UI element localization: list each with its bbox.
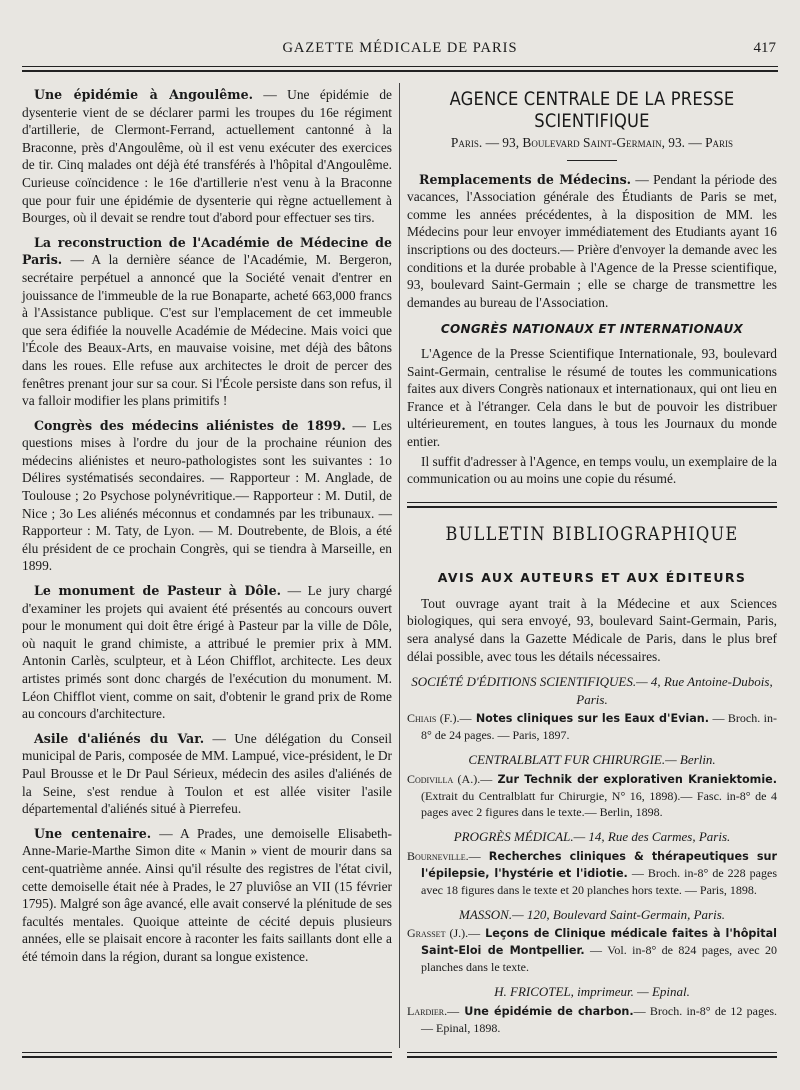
- bibliography-entry: [407, 848, 777, 898]
- article-centenaire: [22, 825, 392, 966]
- avis-text: Tout ouvrage ayant trait à la Médecine et aux Sciences biologiques, qui sera envoyé, 93, boulevard Saint-Germain, Paris, sera analysé dans la Gazette Médicale de Paris, dans le plus bref délai possible, avec tous les détails nécessaires.: [407, 595, 777, 664]
- entry-details: (Extrait du Centralblatt fur Chirurgie, N° 16, 1898).— Fasc. in-8° de 4 pages avec 2 figures dans le texte.— Berlin, 1898.: [421, 789, 777, 820]
- article-text: — Une épidémie de dysenterie vient de se déclarer parmi les troupes du 16e régiment d'artillerie, de Clermont-Ferrand, actuellement cantonné à la Braconne, près d'Angoulême, où il est venu exécuter des exercices de tir. Cinq malades ont déjà été transférés à l'hôpital d'Angoulême. Curieuse coïncidence : le 16e d'artillerie n'est venu à la Braconne que pour fuir une épidémie de dysenterie qui règne actuellement à Bourges, où il devait se rendre tout d'abord pour effectuer ses tirs.: [22, 87, 392, 226]
- article-heading: Asile d'aliénés du Var.: [34, 730, 205, 746]
- publisher-line: CENTRALBLATT FUR CHIRURGIE.— Berlin.: [468, 752, 716, 768]
- article-text: — Une délégation du Conseil municipal de Paris, composée de MM. Lampué, vice-président, le Dr Paul Brousse et le Dr Paul Sérieux, médecin des asiles d'aliénés de la Seine, s'est rendue à Toulon et est allée visiter l'asile départemental d'aliénés situé à Pierrefeu.: [22, 730, 392, 817]
- bibliography-entry: [407, 925, 777, 975]
- left-column: [22, 86, 392, 973]
- entry-title: Zur Technik der explorativen Kraniektomie.: [492, 773, 778, 787]
- article-congres-alienistes: [22, 417, 392, 575]
- article-text: — A Prades, une demoiselle Elisabeth-Anne-Marie-Marthe Simon dite « Manin » vient de mourir dans sa cent-quatrième année. Ainsi qu'il résulte des registres de l'état civil, cette demoiselle était née à Prades, le 27 pluviôse an VII (15 février 1795). Malgré son âge avancé, elle avait conservé la plénitude de ses facultés mentales. Quoique atteinte de cécité depuis plusieurs années, elle se plaisait encore à raconter les faits saillants dont elle a été témoin dans la région, durant sa longue existence.: [22, 825, 392, 964]
- right-column: [407, 86, 777, 1036]
- header-rule-bottom: [22, 70, 778, 72]
- bibliography-group: [407, 828, 777, 898]
- article-heading: Une épidémie à Angoulême.: [34, 87, 253, 102]
- agence-address: Paris. — 93, Boulevard Saint-Germain, 93. — Paris: [450, 135, 734, 150]
- footer-rule-right-thick: [407, 1056, 777, 1058]
- entry-author: Bourneville.—: [407, 848, 481, 863]
- footer-rule-left-thick: [22, 1056, 392, 1058]
- page-number: 417: [753, 40, 776, 56]
- article-heading: Remplacements de Médecins.: [419, 171, 632, 187]
- bibliography-group: [407, 906, 777, 976]
- header-rule-top: [22, 66, 778, 67]
- article-heading: Congrès des médecins aliénistes de 1899.: [34, 417, 346, 433]
- article-heading: Le monument de Pasteur à Dôle.: [34, 583, 281, 599]
- entry-author: Chiais (F.).—: [407, 711, 472, 726]
- article-pasteur-dole: [22, 582, 392, 723]
- publisher-line: MASSON.— 120, Boulevard Saint-Germain, Paris.: [459, 906, 725, 922]
- congres-paragraph-1: L'Agence de la Presse Scientifique Internationale, 93, boulevard Saint-Germain, centralise le résumé de toutes les communications faites aux divers Congrès nationaux et internationaux, qui ont lieu en France et à l'étranger. Cela dans le but de pouvoir les distribuer ultérieurement, en toutes langues, à tous les Journaux du monde entier.: [407, 345, 777, 449]
- section-rule: [407, 502, 777, 503]
- avis-heading: AVIS AUX AUTEURS ET AUX ÉDITEURS: [437, 570, 747, 586]
- article-asile-var: [22, 730, 392, 818]
- article-text: — Les questions mises à l'ordre du jour de la prochaine réunion des médecins aliénistes et neuro-pathologistes sont les suivantes : 1o Délires systématisés secondaires. — Rapporteur : M. Anglade, de Toulouse ; 2o Psychose polynévritique.— Rapporteur : M. Dutil, de Nice ; 3o Les aliénés méconnus et condamnés par les tribunaux. — Rapporteur : M. Taty, de Lyon. — M. Doutrebente, de Blois, a été élu président de ce prochain Congrès, qui se tiendra à Marseille, en 1899.: [22, 417, 392, 574]
- entry-details: — Broch. in-8° de 12 pages. — Epinal, 1898.: [421, 1003, 777, 1035]
- article-academie: [22, 234, 392, 410]
- article-heading: Une centenaire.: [34, 825, 152, 841]
- congres-paragraph-2: Il suffit d'adresser à l'Agence, en temps voulu, un exemplaire de la communication ou au moins une copie du résumé.: [407, 453, 777, 487]
- article-text: — Le jury chargé d'examiner les projets qui avaient été présentés au concours ouvert pour le monument qui doit être érigé à Pasteur par la ville de Dôle, où naquit le grand chimiste, a attribué le premier prix à MM. Antonin Carlès, sculpteur, et à Léon Chifflot, architecte. Les deux artistes primés sont donc chargés de l'exécution du monument. M. Léon Chifflot vient, comme on sait, d'obtenir le grand prix de Rome au concours d'architecture.: [22, 583, 393, 722]
- entry-title: Recherches cliniques & thérapeutiques sur l'épilepsie, l'hystérie et l'idiotie.: [421, 849, 777, 880]
- agence-title: AGENCE CENTRALE DE LA PRESSE SCIENTIFIQUE: [449, 88, 735, 132]
- journal-title: GAZETTE MÉDICALE DE PARIS: [282, 40, 518, 56]
- publisher-line: H. FRICOTEL, imprimeur. — Epinal.: [494, 984, 690, 1000]
- entry-details: — Broch. in-8° de 24 pages. — Paris, 1897.: [421, 711, 777, 743]
- entry-title: Leçons de Clinique médicale faites à l'hôpital Saint-Eloi de Montpellier.: [421, 927, 777, 958]
- running-head: [20, 40, 780, 60]
- article-angouleme: [22, 86, 392, 227]
- section-rule: [567, 160, 617, 161]
- entry-title: Notes cliniques sur les Eaux d'Evian.: [471, 712, 710, 726]
- bibliography-entry: [407, 1003, 777, 1036]
- publisher-line: PROGRÈS MÉDICAL.— 14, Rue des Carmes, Paris.: [453, 829, 731, 845]
- entry-title: Une épidémie de charbon.: [459, 1004, 634, 1018]
- section-rule-thick: [407, 506, 777, 508]
- publisher-line: SOCIÉTÉ D'ÉDITIONS SCIENTIFIQUES.— 4, Rue Antoine-Dubois, Paris.: [411, 674, 773, 707]
- entry-details: — Vol. in-8° de 824 pages, avec 20 planches dans le texte.: [421, 943, 777, 975]
- entry-author: Codivilla (A.).—: [407, 772, 493, 787]
- article-text: — Pendant la période des vacances, l'Association générale des Étudiants de Paris se met, comme les années précédentes, à la disposition de MM. les Médecins pour leur envoyer immédiatement des Etudiants ayant 16 inscriptions ou des docteurs.— Prière d'envoyer la demande avec les conditions et la durée probable à l'Agence de la Presse scientifique, 93, boulevard Saint-Germain ; elle se charge de transmettre les demandes au bureau de l'Association.: [407, 171, 777, 310]
- footer-rule-right: [407, 1052, 777, 1053]
- congres-heading: CONGRÈS NATIONAUX ET INTERNATIONAUX: [440, 322, 744, 337]
- column-divider: [399, 83, 400, 1048]
- bibliography-group: [407, 983, 777, 1036]
- article-heading: La reconstruction de l'Académie de Médecine de Paris.: [22, 234, 392, 268]
- bibliography-group: [407, 673, 777, 743]
- footer-rule-left: [22, 1052, 392, 1053]
- article-text: — A la dernière séance de l'Académie, M. Bergeron, secrétaire perpétuel a annoncé que la Société venait d'entrer en jouissance de l'immeuble de la rue Bonaparte, acheté 663,000 francs à l'Assistance publique. C'est sur l'emplacement de cet immeuble que sera édifiée la nouvelle Académie de Médecine. Mais voici que l'École des Beaux-Arts, en mauvaise voisine, met déjà des bâtons dans les roues. Elle refuse aux architectes le droit de percer des fenêtres prenant jour sur sa cour. Si l'École persiste dans son refus, il va falloir modifier les plans primitifs !: [22, 252, 392, 409]
- article-remplacements: [407, 171, 777, 312]
- entry-author: Grasset (J.).—: [407, 926, 481, 941]
- entry-author: Lardier.—: [407, 1003, 460, 1018]
- bibliography-group: [407, 751, 777, 820]
- entry-details: — Broch. in-8° de 228 pages avec 18 figures dans le texte et 20 planches hors texte. — Paris, 1898.: [421, 865, 777, 897]
- bibliography-entry: [407, 771, 777, 820]
- bulletin-title: BULLETIN BIBLIOGRAPHIQUE: [445, 522, 739, 545]
- bibliography-entry: [407, 710, 777, 743]
